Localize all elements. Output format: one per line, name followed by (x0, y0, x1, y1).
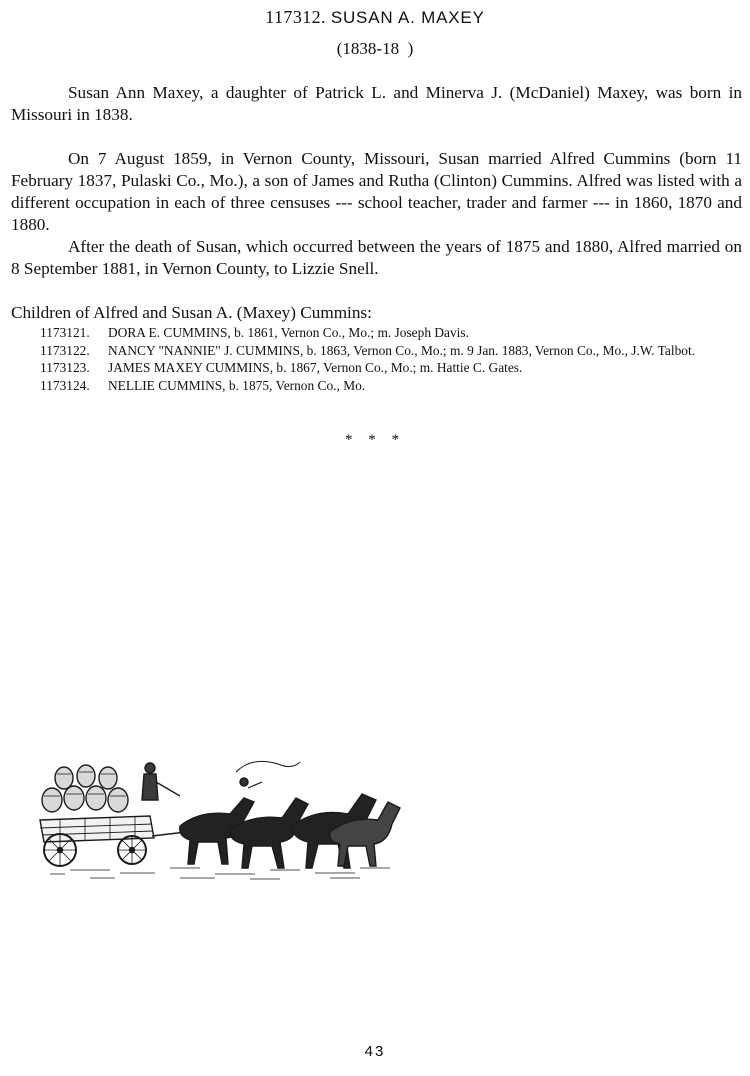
child-text: NANCY "NANNIE" J. CUMMINS, b. 1863, Vernon Co., Mo.; m. 9 Jan. 1883, Vernon Co., Mo., J.W. Talbot. (108, 342, 696, 358)
horse-team (180, 794, 400, 868)
child-number: 1173121. (40, 325, 90, 340)
ground-hatching (50, 868, 390, 879)
rider-with-whip (236, 761, 300, 788)
paragraph-marriage: On 7 August 1859, in Vernon County, Missouri, Susan married Alfred Cummins (born 11 February 1837, Pulaski Co., Mo.), a son of James and Rutha (Clinton) Cummins. Alfred was listed with a different occupation in each of three censuses --- school teacher, trader and farmer --- in 1860, 1870 and 1880. (11, 149, 742, 234)
child-number: 1173124. (40, 377, 90, 393)
list-item (40, 324, 743, 342)
wagon-body (40, 816, 154, 842)
child-text: DORA E. CUMMINS, b. 1861, Vernon Co., Mo.; m. Joseph Davis. (108, 325, 469, 340)
children-heading: Children of Alfred and Susan A. (Maxey) Cummins: (11, 303, 372, 322)
section-separator: * * * (345, 432, 405, 448)
list-item (40, 359, 743, 377)
horse-drawn-wagon-icon (30, 752, 410, 884)
entry-number: 117312. (265, 7, 326, 27)
entry-name: SUSAN A. MAXEY (330, 8, 485, 27)
child-text: JAMES MAXEY CUMMINS, b. 1867, Vernon Co., Mo.; m. Hattie C. Gates. (108, 360, 523, 375)
list-item (40, 377, 743, 395)
driver-figure (142, 763, 180, 800)
child-number: 1173123. (40, 360, 90, 375)
paragraph-parentage: Susan Ann Maxey, a daughter of Patrick L. and Minerva J. (McDaniel) Maxey, was born in Missouri in 1838. (11, 83, 742, 124)
paragraph-remarriage: After the death of Susan, which occurred between the years of 1875 and 1880, Alfred married on 8 September 1881, in Vernon County, to Lizzie Snell. (11, 237, 742, 278)
barrel-stack (42, 765, 128, 812)
list-item (40, 342, 743, 360)
entry-title (0, 6, 750, 29)
child-number: 1173122. (40, 342, 90, 358)
child-text: NELLIE CUMMINS, b. 1875, Vernon Co., Mo. (108, 377, 366, 393)
children-list (40, 324, 743, 394)
page-number: 43 (364, 1043, 386, 1060)
entry-dates: (1838-18 ) (336, 39, 414, 58)
